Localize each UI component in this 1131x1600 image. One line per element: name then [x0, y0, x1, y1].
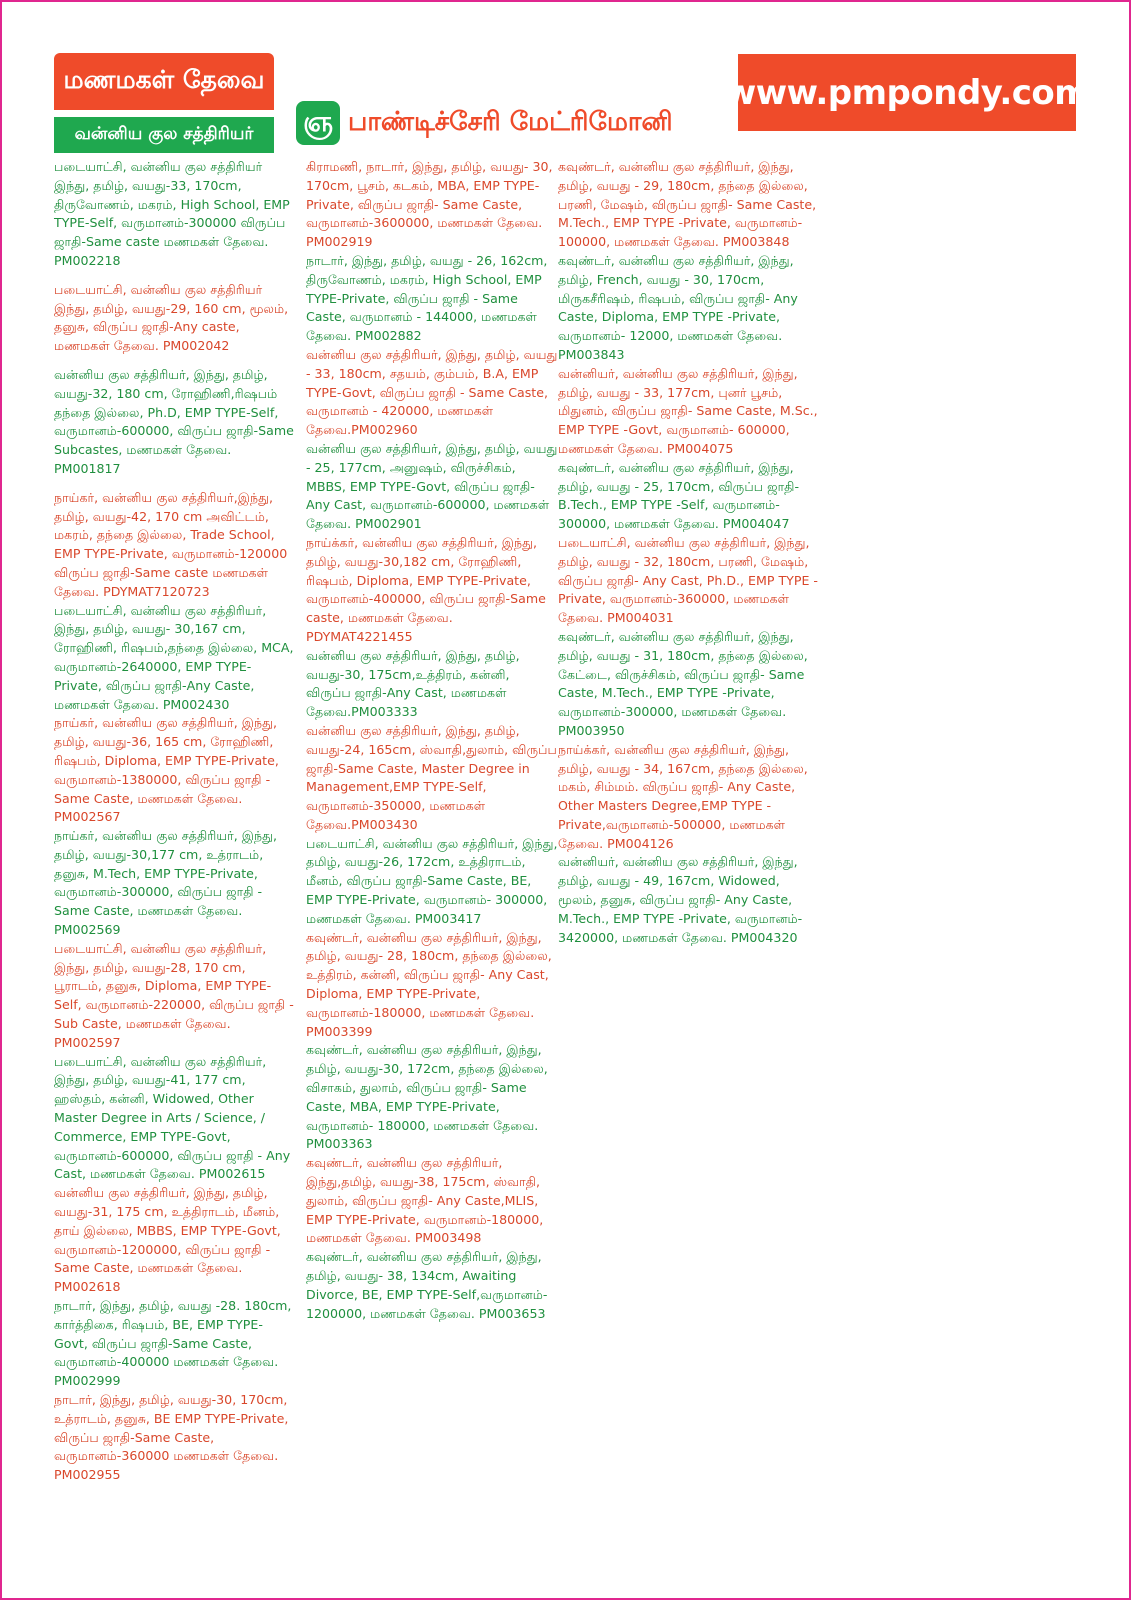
- brand-name: பாண்டிச்சேரி மேட்ரிமோனி: [348, 106, 673, 137]
- ad-listing: படையாட்சி, வன்னிய குல சத்திரியர், இந்து, தமிழ், வயது - 32, 180cm, பரணி, மேஷம், விருப்ப ஜாதி- Any Cast, Ph.D., EMP TYPE -Private, வருமானம்-360000, மணமகள் தேவை. PM004031: [558, 534, 818, 626]
- ad-listing: கவுண்டர், வன்னிய குல சத்திரியர், இந்து, தமிழ், வயது - 25, 170cm, விருப்ப ஜாதி- B.Tech., EMP TYPE -Self, வருமானம்- 300000, மணமகள் தேவை. PM004047: [558, 459, 800, 532]
- ad-listing: வன்னிய குல சத்திரியர், இந்து, தமிழ், வயது-31, 175 cm, உத்திராடம், மீனம், தாய் இல்லை, MBBS, EMP TYPE-Govt, வருமானம்-1200000, விருப்ப ஜாதி - Same Caste, மணமகள் தேவை. PM002618: [54, 1185, 281, 1295]
- website-link[interactable]: www.pmpondy.com: [738, 54, 1076, 131]
- ad-listing: வன்னிய குல சத்திரியர், இந்து, தமிழ், வயது - 25, 177cm, அனுஷம், விருச்சிகம், MBBS, EMP TYPE-Govt, விருப்ப ஜாதி-Any Cast, வருமானம்-600000, மணமகள் தேவை. PM002901: [306, 440, 558, 532]
- ad-listing: படையாட்சி, வன்னிய குல சத்திரியர் இந்து, தமிழ், வயது-33, 170cm, திருவோணம், மகரம், High School, EMP TYPE-Self, வருமானம்-300000 விருப்ப ஜாதி-Same caste மணமகள் தேவை. PM002218: [54, 159, 290, 268]
- ad-listing: நாடார், இந்து, தமிழ், வயது - 26, 162cm, திருவோணம், மகரம், High School, EMP TYPE-Private, விருப்ப ஜாதி - Same Caste, வருமானம் - 144000, மணமகள் தேவை. PM002882: [306, 252, 548, 344]
- brand-logo-icon: ஞ: [296, 101, 340, 145]
- ad-listing: வன்னிய குல சத்திரியர், இந்து, தமிழ், வயது - 33, 180cm, சதயம், கும்பம், B.A, EMP TYPE-Govt, விருப்ப ஜாதி - Same Caste, வருமானம் - 420000, மணமகள் தேவை.PM002960: [306, 346, 558, 438]
- ad-listing: படையாட்சி, வன்னிய குல சத்திரியர், இந்து, தமிழ், வயது-28, 170 cm, பூராடம், தனுசு, Diploma, EMP TYPE-Self, வருமானம்-220000, விருப்ப ஜாதி - Sub Caste, மணமகள் தேவை. PM002597: [54, 940, 294, 1050]
- ad-listing: கவுண்டர், வன்னிய குல சத்திரியர், இந்து, தமிழ், வயது- 28, 180cm, தந்தை இல்லை, உத்திரம், கன்னி, விருப்ப ஜாதி- Any Cast, Diploma, EMP TYPE-Private, வருமானம்-180000, மணமகள் தேவை. PM003399: [306, 929, 552, 1039]
- ad-listing: படையாட்சி, வன்னிய குல சத்திரியர், இந்து, தமிழ், வயது- 30,167 cm, ரோஹிணி, ரிஷபம்,தந்தை இல்லை, MCA, வருமானம்-2640000, EMP TYPE-Private, விருப்ப ஜாதி-Any Caste, மணமகள் தேவை. PM002430: [54, 602, 294, 712]
- ad-listing: கவுண்டர், வன்னிய குல சத்திரியர், இந்து, தமிழ், வயது - 31, 180cm, தந்தை இல்லை, கேட்டை, விருச்சிகம், விருப்ப ஜாதி- Same Caste, M.Tech., EMP TYPE -Private, வருமானம்-300000, மணமகள் தேவை. PM003950: [558, 628, 808, 738]
- ad-listing: வன்னிய குல சத்திரியர், இந்து, தமிழ், வயது-30, 175cm,உத்திரம், கன்னி, விருப்ப ஜாதி-Any Cast, மணமகள் தேவை.PM003333: [306, 647, 520, 720]
- ads-column-2: [306, 158, 558, 1323]
- ad-listing: கவுண்டர், வன்னிய குல சத்திரியர், இந்து, தமிழ், வயது-30, 172cm, தந்தை இல்லை, விசாகம், துலாம், விருப்ப ஜாதி- Same Caste, MBA, EMP TYPE-Private, வருமானம்- 180000, மணமகள் தேவை. PM003363: [306, 1042, 548, 1152]
- ad-listing: வன்னியர், வன்னிய குல சத்திரியர், இந்து, தமிழ், வயது - 49, 167cm, Widowed, மூலம், தனுசு, விருப்ப ஜாதி- Any Caste, M.Tech., EMP TYPE -Private, வருமானம்- 3420000, மணமகள் தேவை. PM004320: [558, 854, 803, 945]
- ad-listing: வன்னிய குல சத்திரியர், இந்து, தமிழ், வயது-32, 180 cm, ரோஹிணி,ரிஷபம் தந்தை இல்லை, Ph.D, EMP TYPE-Self, வருமானம்-600000, விருப்ப ஜாதி-Same Subcastes, மணமகள் தேவை. PM001817: [54, 366, 294, 476]
- ad-listing: படையாட்சி, வன்னிய குல சத்திரியர், இந்து, தமிழ், வயது-41, 177 cm, ஹஸ்தம், கன்னி, Widowed, Other Master Degree in Arts / Science, / Commerce, EMP TYPE-Govt, வருமானம்-600000, விருப்ப ஜாதி - Any Cast, மணமகள் தேவை. PM002615: [54, 1053, 291, 1182]
- ad-listing: நாய்க்கர், வன்னிய குல சத்திரியர், இந்து, தமிழ், வயது - 34, 167cm, தந்தை இல்லை, மகம், சிம்மம். விருப்ப ஜாதி- Any Caste, Other Masters Degree,EMP TYPE -Private,வருமானம்-500000, மணமகள் தேவை. PM004126: [558, 741, 808, 851]
- ads-column-3: [558, 158, 818, 947]
- ad-listing: கவுண்டர், வன்னிய குல சத்திரியர், இந்து, தமிழ், வயது - 29, 180cm, தந்தை இல்லை, பரணி, மேஷம், விருப்ப ஜாதி- Same Caste, M.Tech., EMP TYPE -Private, வருமானம்- 100000, மணமகள் தேவை. PM003848: [558, 159, 817, 250]
- ad-listing: வன்னியர், வன்னிய குல சத்திரியர், இந்து, தமிழ், வயது - 33, 177cm, புனர் பூசம், மிதுனம், விருப்ப ஜாதி- Same Caste, M.Sc., EMP TYPE -Govt, வருமானம்- 600000, மணமகள் தேவை. PM004075: [558, 365, 818, 456]
- ad-listing: நாய்க்கர், வன்னிய குல சத்திரியர், இந்து, தமிழ், வயது-30,182 cm, ரோஹிணி, ரிஷபம், Diploma, EMP TYPE-Private, வருமானம்-400000, விருப்ப ஜாதி-Same caste, மணமகள் தேவை. PDYMAT4221455: [306, 534, 546, 644]
- ad-listing: நாடார், இந்து, தமிழ், வயது -28. 180cm, கார்த்திகை, ரிஷபம், BE, EMP TYPE-Govt, விருப்ப ஜாதி-Same Caste, வருமானம்-400000 மணமகள் தேவை. PM002999: [54, 1298, 292, 1389]
- ad-listing: கிராமணி, நாடார், இந்து, தமிழ், வயது- 30, 170cm, பூசம், கடகம், MBA, EMP TYPE-Private, விருப்ப ஜாதி- Same Caste, வருமானம்-3600000, மணமகள் தேவை. PM002919: [306, 159, 553, 250]
- ad-listing: நாய்கர், வன்னிய குல சத்திரியர், இந்து, தமிழ், வயது-36, 165 cm, ரோஹிணி, ரிஷபம், Diploma, EMP TYPE-Private, வருமானம்-1380000, விருப்ப ஜாதி - Same Caste, மணமகள் தேவை. PM002567: [54, 715, 279, 825]
- ads-column-1: [54, 158, 294, 1485]
- ad-listing: கவுண்டர், வன்னிய குல சத்திரியர், இந்து, தமிழ், வயது- 38, 134cm, Awaiting Divorce, BE, EMP TYPE-Self,வருமானம்- 1200000, மணமகள் தேவை. PM003653: [306, 1249, 548, 1321]
- ad-listing: வன்னிய குல சத்திரியர், இந்து, தமிழ், வயது-24, 165cm, ஸ்வாதி,துலாம், விருப்ப ஜாதி-Same Caste, Master Degree in Management,EMP TYPE-Self, வருமானம்-350000, மணமகள் தேவை.PM003430: [306, 722, 557, 832]
- section-title: மணமகள் தேவை: [54, 53, 274, 110]
- ad-listing: கவுண்டர், வன்னிய குல சத்திரியர், இந்து,தமிழ், வயது-38, 175cm, ஸ்வாதி, துலாம், விருப்ப ஜாதி- Any Caste,MLIS, EMP TYPE-Private, வருமானம்-180000, மணமகள் தேவை. PM003498: [306, 1155, 544, 1246]
- ad-listing: நாய்கர், வன்னிய குல சத்திரியர், இந்து, தமிழ், வயது-30,177 cm, உத்ராடம், தனுசு, M.Tech, EMP TYPE-Private, வருமானம்-300000, விருப்ப ஜாதி -Same Caste, மணமகள் தேவை. PM002569: [54, 828, 278, 938]
- ad-listing: நாய்கர், வன்னிய குல சத்திரியர்,இந்து, தமிழ், வயது-42, 170 cm அவிட்டம், மகரம், தந்தை இல்லை, Trade School, EMP TYPE-Private, வருமானம்-120000 விருப்ப ஜாதி-Same caste மணமகள் தேவை. PDYMAT7120723: [54, 489, 288, 599]
- ad-listing: படையாட்சி, வன்னிய குல சத்திரியர் இந்து, தமிழ், வயது-29, 160 cm, மூலம், தனுசு, விருப்ப ஜாதி-Any caste, மணமகள் தேவை. PM002042: [54, 281, 289, 354]
- ad-listing: படையாட்சி, வன்னிய குல சத்திரியர், இந்து, தமிழ், வயது-26, 172cm, உத்திராடம், மீனம், விருப்ப ஜாதி-Same Caste, BE, EMP TYPE-Private, வருமானம்- 300000, மணமகள் தேவை. PM003417: [306, 835, 558, 926]
- ad-listing: கவுண்டர், வன்னிய குல சத்திரியர், இந்து, தமிழ், French, வயது - 30, 170cm, மிருகசீரிஷம், ரிஷபம், விருப்ப ஜாதி- Any Caste, Diploma, EMP TYPE -Private, வருமானம்- 12000, மணமகள் தேவை. PM003843: [558, 252, 798, 362]
- ad-listing: நாடார், இந்து, தமிழ், வயது-30, 170cm, உத்ராடம், தனுசு, BE EMP TYPE-Private, விருப்ப ஜாதி-Same Caste, வருமானம்-360000 மணமகள் தேவை. PM002955: [54, 1392, 289, 1483]
- section-subtitle: வன்னிய குல சத்திரியர்: [54, 117, 274, 153]
- brand: [296, 101, 673, 145]
